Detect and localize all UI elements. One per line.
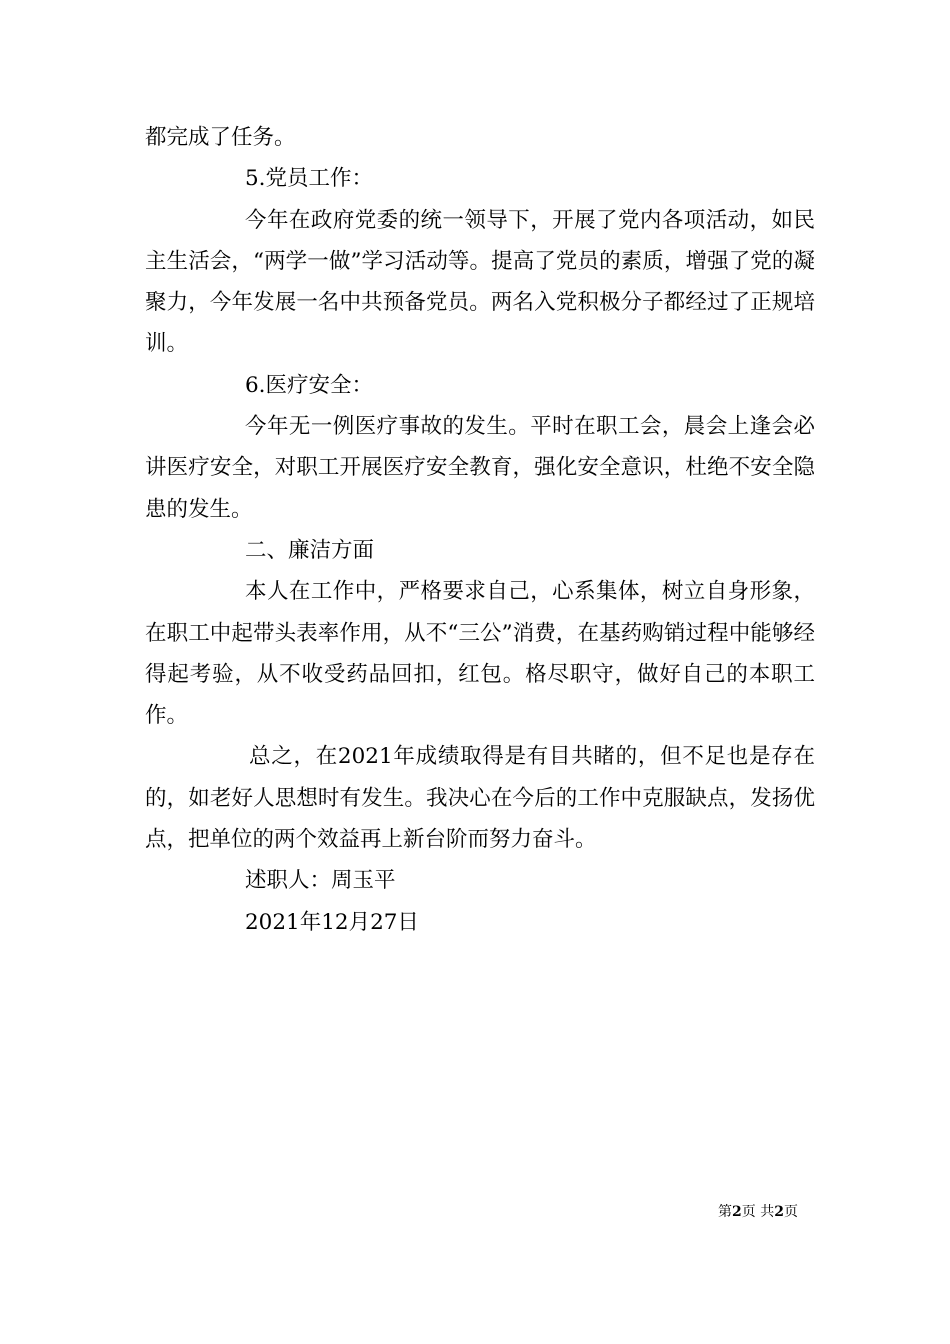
signature-line: 述职人：周玉平 (245, 868, 396, 894)
footer-suffix: 页 (783, 1204, 798, 1220)
document-page (145, 117, 815, 943)
footer-current-page: 2 (732, 1204, 742, 1220)
footer-total-pages: 2 (774, 1204, 784, 1220)
section-heading-medical-safety: 6.医疗安全： (245, 372, 374, 398)
section-heading-integrity: 二、廉洁方面 (245, 537, 375, 563)
section-body-medical-safety: 今年无一例医疗事故的发生。平时在职工会，晨会上逢会必讲医疗安全，对职工开展医疗安全教育，强化安全意识，杜绝不安全隐患的发生。 (145, 414, 815, 522)
footer-middle: 页 共 (741, 1204, 775, 1220)
section-body-integrity: 本人在工作中，严格要求自己，心系集体，树立自身形象，在职工中起带头表率作用，从不“三公”消费，在基药购销过程中能够经得起考验，从不收受药品回扣，红包。格尽职守，做好自己的本职工作。 (145, 579, 815, 729)
continuation-text: 都完成了任务。 (145, 125, 296, 150)
footer-prefix: 第 (718, 1204, 732, 1220)
section-body-party-work: 今年在政府党委的统一领导下，开展了党内各项活动，如民主生活会，“两学一做”学习活动等。提高了党员的素质，增强了党的凝聚力，今年发展一名中共预备党员。两名入党积极分子都经过了正规培训。 (145, 207, 815, 357)
section-heading-party-work: 5.党员工作： (245, 166, 374, 192)
page-footer (718, 1202, 798, 1222)
summary-paragraph: 总之，在2021年成绩取得是有目共睹的，但不足也是存在的，如老好人思想时有发生。我决心在今后的工作中克服缺点，发扬优点，把单位的两个效益再上新台阶而努力奋斗。 (145, 744, 815, 853)
date-line: 2021年12月27日 (245, 909, 419, 935)
